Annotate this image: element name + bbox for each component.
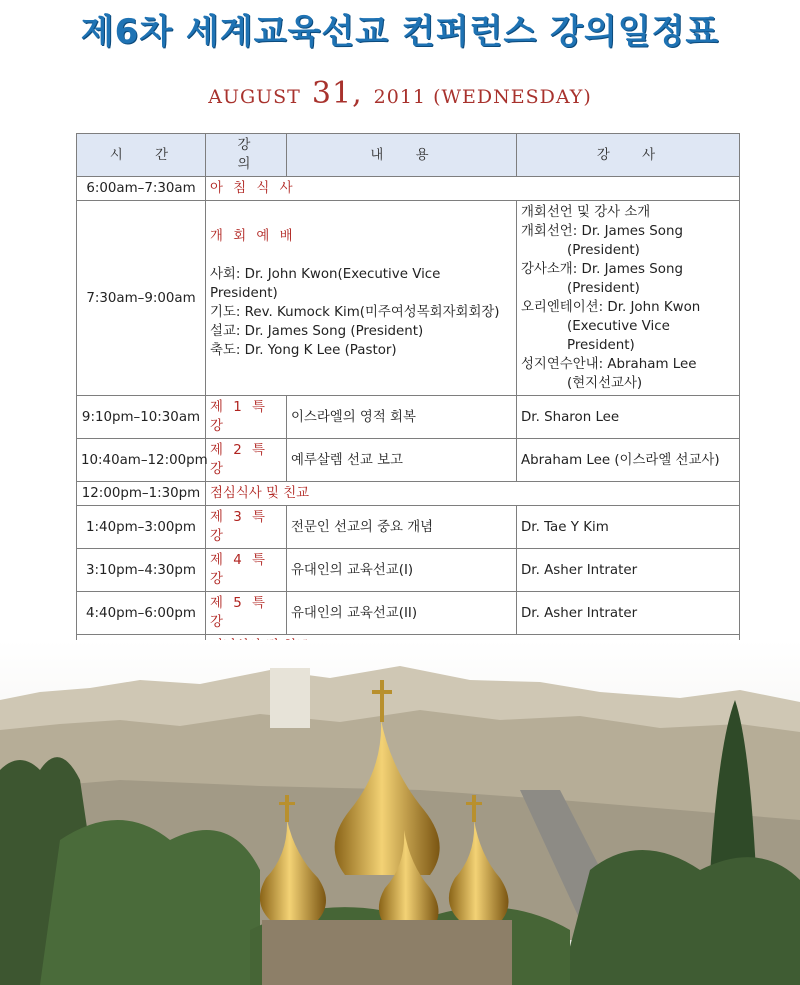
date-month: AUGUST bbox=[208, 86, 301, 108]
header-session: 강 의 bbox=[206, 134, 287, 177]
speaker-line: (현지선교사) bbox=[567, 376, 643, 391]
speaker-line: 오리엔테이션: Dr. John Kwon bbox=[521, 300, 701, 315]
table-header-row bbox=[77, 134, 740, 177]
row-time: 7:30am–9:00am bbox=[77, 201, 206, 396]
row-session: 제 4 특 강 bbox=[206, 549, 287, 592]
speaker-line: (President) bbox=[567, 243, 640, 258]
photo-trees-mid bbox=[40, 820, 260, 985]
table-row bbox=[77, 396, 740, 439]
row-speaker: Dr. Tae Y Kim bbox=[517, 506, 740, 549]
photo-tower bbox=[270, 668, 310, 728]
row-session: 아 침 식 사 bbox=[206, 177, 740, 201]
header-speaker: 강 사 bbox=[517, 134, 740, 177]
table-row bbox=[77, 549, 740, 592]
row-content: 이스라엘의 영적 회복 bbox=[287, 396, 517, 439]
date-subtitle bbox=[0, 76, 800, 111]
speaker-line: 개회선언: Dr. James Song bbox=[521, 224, 683, 239]
header-content: 내 용 bbox=[287, 134, 517, 177]
row-content: 예루살렘 선교 보고 bbox=[287, 439, 517, 482]
row-time: 9:10pm–10:30am bbox=[77, 396, 206, 439]
row-time: 12:00pm–1:30pm bbox=[77, 482, 206, 506]
row-session: 점심식사 및 친교 bbox=[206, 482, 740, 506]
row-content: 유대인의 교육선교(II) bbox=[287, 592, 517, 635]
table-row bbox=[77, 592, 740, 635]
header-time: 시 간 bbox=[77, 134, 206, 177]
row-speaker: Abraham Lee (이스라엘 선교사) bbox=[517, 439, 740, 482]
row-time: 1:40pm–3:00pm bbox=[77, 506, 206, 549]
table-row bbox=[77, 482, 740, 506]
table-row bbox=[77, 201, 740, 396]
photo-trees-right bbox=[560, 850, 800, 985]
speaker-line: 강사소개: Dr. James Song bbox=[521, 262, 683, 277]
detail-line: 사회: Dr. John Kwon(Executive Vice President) bbox=[210, 267, 441, 301]
row-time: 10:40am–12:00pm bbox=[77, 439, 206, 482]
row-time: 3:10pm–4:30pm bbox=[77, 549, 206, 592]
jerusalem-photo bbox=[0, 640, 800, 985]
date-day: 31, bbox=[311, 76, 363, 111]
row-session: 제 2 특 강 bbox=[206, 439, 287, 482]
photo-church-wall bbox=[262, 920, 512, 985]
detail-line: 설교: Dr. James Song (President) bbox=[210, 324, 424, 339]
row-speaker: Dr. Asher Intrater bbox=[517, 592, 740, 635]
speaker-line: 개회선언 및 강사 소개 bbox=[521, 205, 651, 220]
row-content: 유대인의 교육선교(I) bbox=[287, 549, 517, 592]
detail-line: 기도: Rev. Kumock Kim(미주여성목회자회회장) bbox=[210, 305, 500, 320]
table-row bbox=[77, 177, 740, 201]
row-content: 전문인 선교의 중요 개념 bbox=[287, 506, 517, 549]
row-speaker bbox=[517, 201, 740, 396]
speaker-line: (President) bbox=[567, 281, 640, 296]
row-time: 6:00am–7:30am bbox=[77, 177, 206, 201]
detail-line: 축도: Dr. Yong K Lee (Pastor) bbox=[210, 343, 397, 358]
page-title: 제6차 세계교육선교 컨퍼런스 강의일정표 bbox=[80, 12, 720, 52]
row-speaker: Dr. Asher Intrater bbox=[517, 549, 740, 592]
row-session: 제 5 특 강 bbox=[206, 592, 287, 635]
row-session: 제 1 특 강 bbox=[206, 396, 287, 439]
table-row bbox=[77, 439, 740, 482]
date-rest: 2011 (WEDNESDAY) bbox=[373, 86, 592, 108]
row-speaker: Dr. Sharon Lee bbox=[517, 396, 740, 439]
row-time: 4:40pm–6:00pm bbox=[77, 592, 206, 635]
speaker-line: (Executive Vice President) bbox=[567, 319, 670, 353]
speaker-line: 성지연수안내: Abraham Lee bbox=[521, 357, 697, 372]
row-session: 개 회 예 배 bbox=[210, 229, 296, 244]
row-session: 제 3 특 강 bbox=[206, 506, 287, 549]
table-row bbox=[77, 506, 740, 549]
opening-service-cell bbox=[206, 201, 517, 396]
